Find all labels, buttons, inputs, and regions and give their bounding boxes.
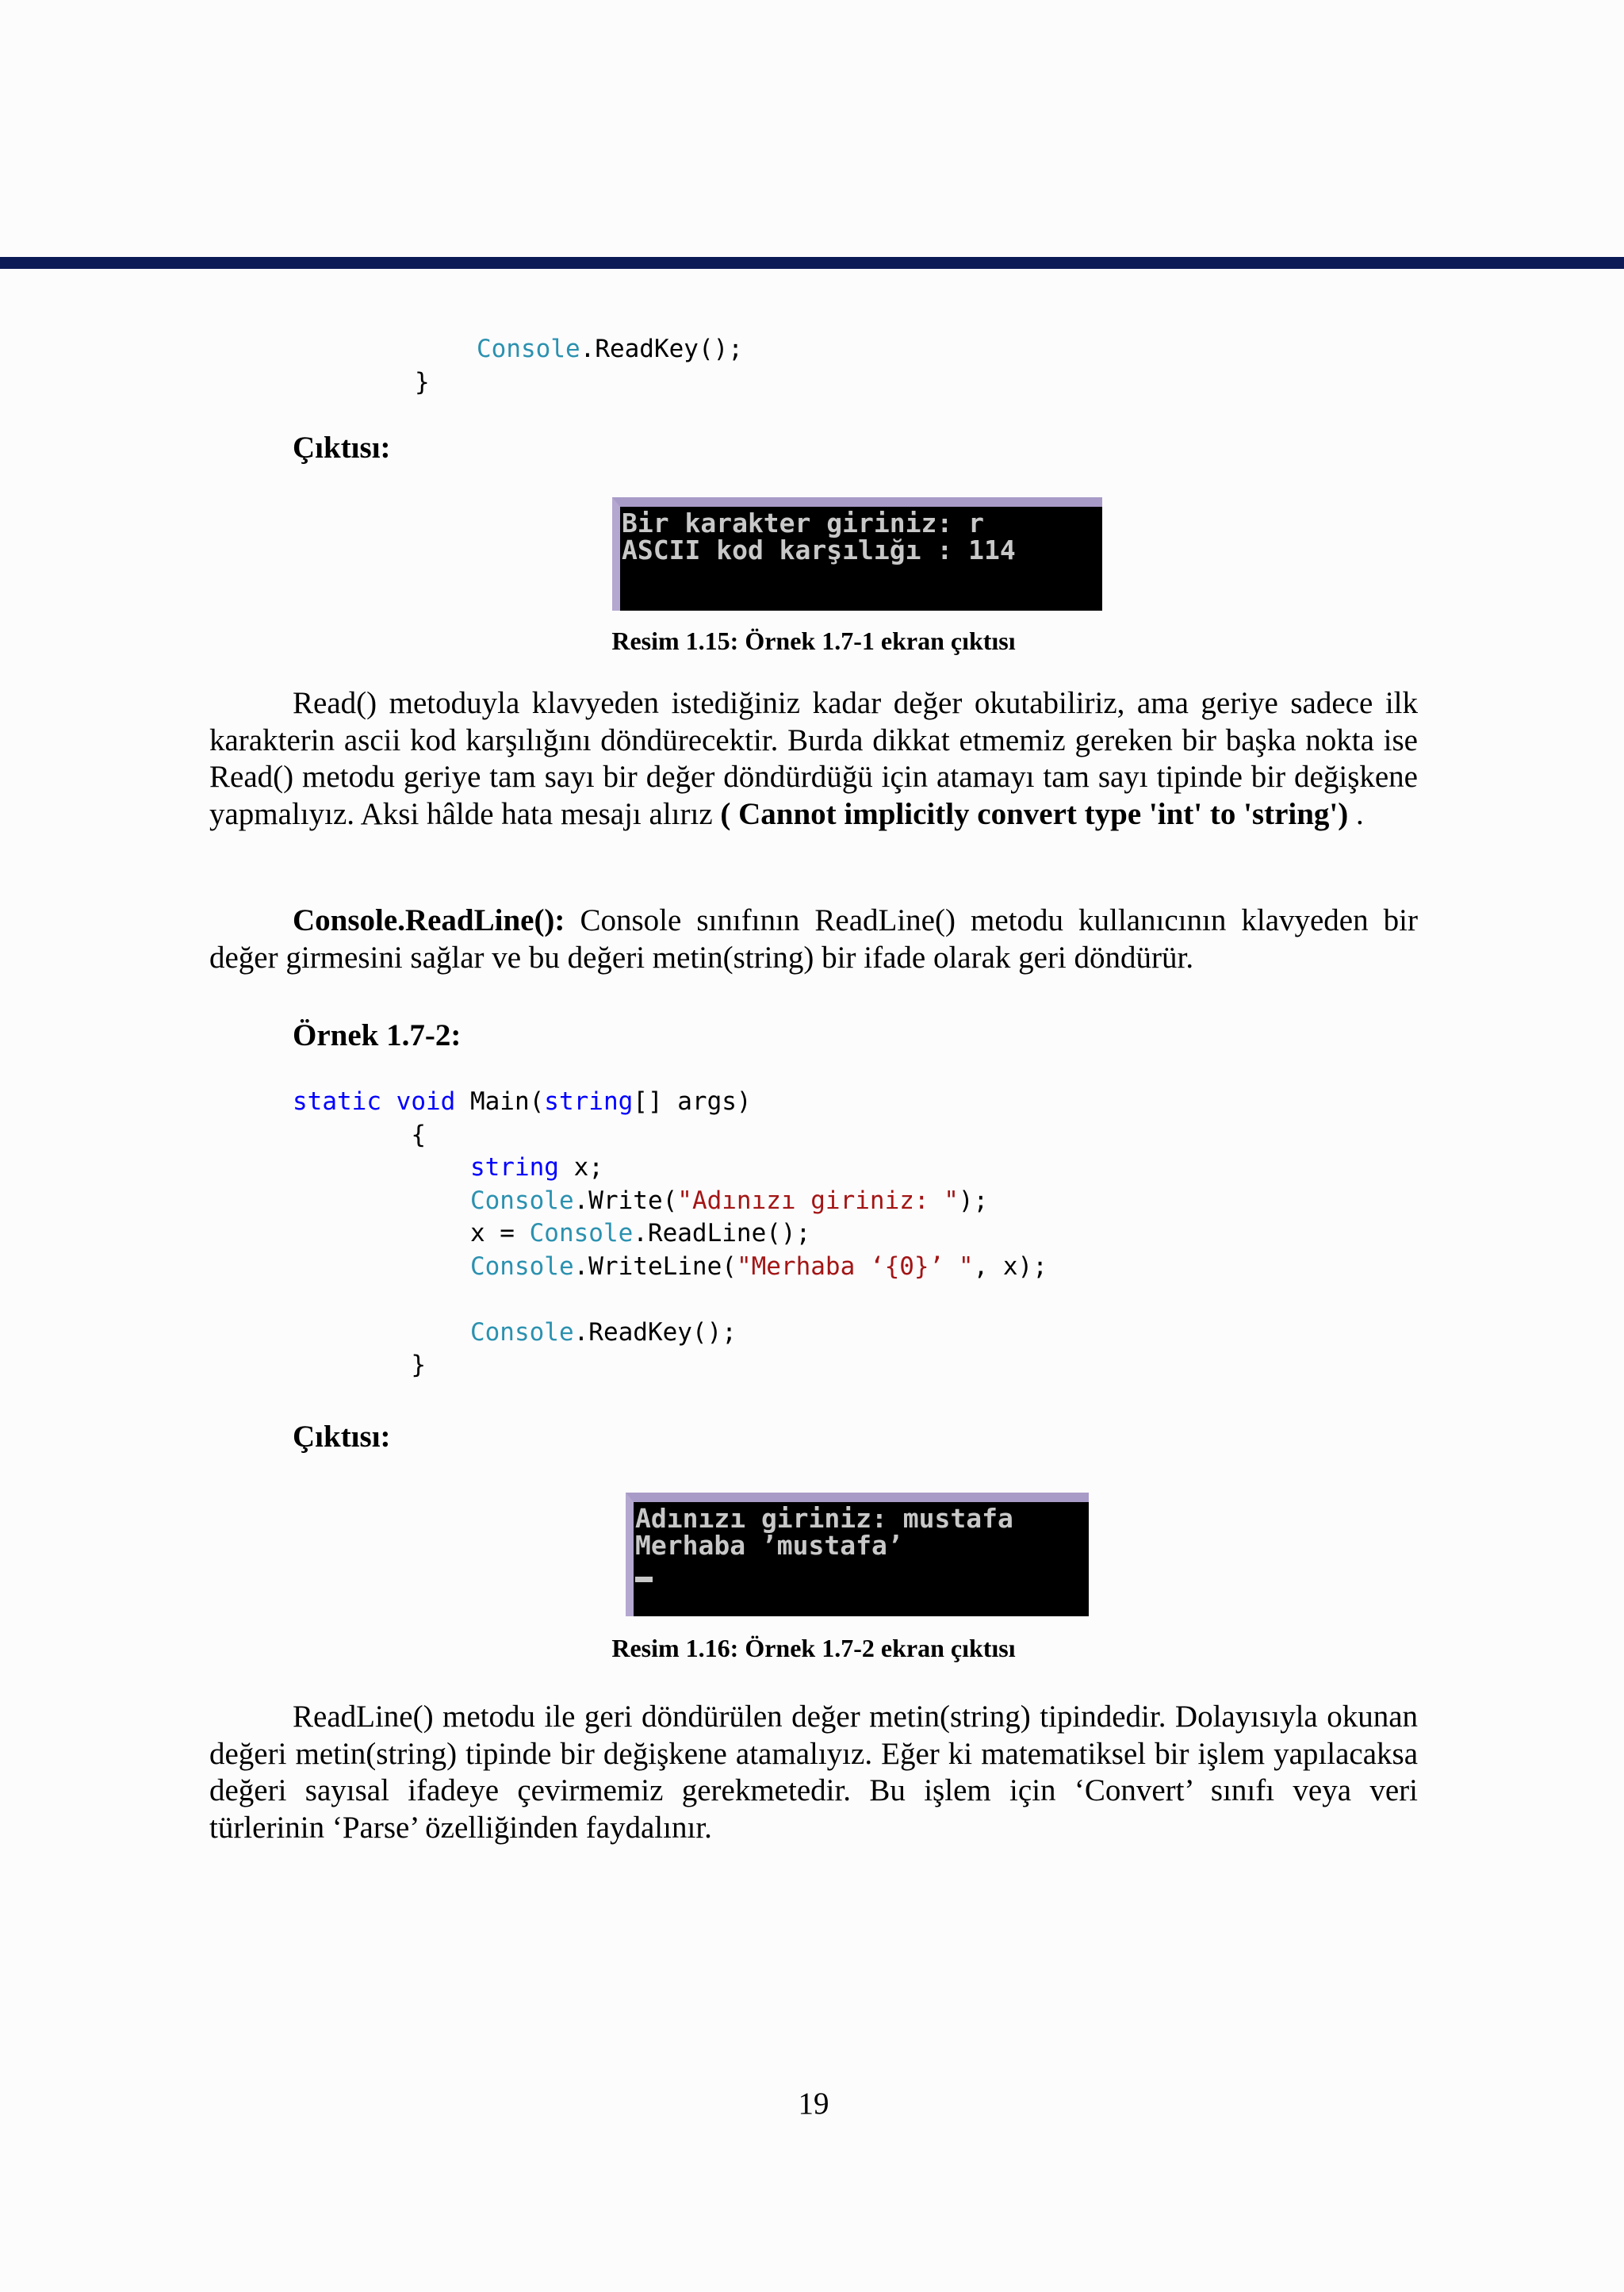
header-bar — [0, 257, 1624, 269]
code-line — [293, 1251, 1048, 1284]
code-token: string — [469, 1153, 559, 1182]
code-line — [477, 333, 743, 366]
code-line — [293, 1086, 1048, 1119]
code-line — [293, 1217, 1048, 1251]
code-token: void — [396, 1087, 456, 1116]
paragraph-3: ReadLine() metodu ile geri döndürülen değer metin(string) tipindedir. Dolayısıyla okunan değeri metin(string) tipinde bir değişkene atamalıyız. Eğer ki matematiksel bir işlem yapılacaksa değeri sayısal ifadeye çevirmemiz gerekmetedir. Bu işlem için ‘Convert’ sınıfı veya veri türlerinin ‘Parse’ özelliğinden faydalınır. — [209, 1700, 1418, 1845]
output-label: Çıktısı: — [293, 1420, 391, 1454]
console-line: Adınızı giriniz: mustafa — [635, 1503, 1013, 1534]
console-screenshot-1 — [612, 497, 1102, 611]
code-token: } — [411, 1351, 426, 1379]
paragraph-text: Console sınıfının ReadLine() metodu kullanıcının klavyeden bir değer girmesini sağlar ve bu değeri metin(string) bir ifade olarak geri döndürür. — [209, 903, 1418, 975]
code-token: Console — [469, 1186, 574, 1215]
code-line-blank — [293, 1283, 1048, 1317]
code-token: x; — [558, 1153, 603, 1182]
code-token: , x); — [973, 1251, 1048, 1281]
paragraph-2 — [209, 903, 1418, 976]
console-screenshot-2 — [626, 1493, 1089, 1616]
code-token: static — [293, 1087, 381, 1116]
code-token: { — [411, 1120, 426, 1149]
output-label: Çıktısı: — [293, 431, 391, 465]
code-block — [293, 1086, 1048, 1382]
code-line — [293, 1349, 1048, 1382]
code-token: .ReadLine(); — [633, 1219, 811, 1248]
figure-caption-1: Resim 1.15: Örnek 1.7-1 ekran çıktısı — [611, 627, 1016, 655]
page-number: 19 — [798, 2087, 829, 2121]
console-line: Merhaba ’mustafa’ — [635, 1530, 903, 1561]
paragraph-text: . — [1348, 796, 1364, 831]
code-token: x = — [469, 1219, 530, 1248]
console-line: ASCII kod karşılığı : 114 — [622, 535, 1016, 565]
code-token: ); — [958, 1186, 989, 1215]
paragraph-text: Read() metoduyla klavyeden istediğiniz kadar değer okutabiliriz, ama geriye sadece ilk karakterin ascii kod karşılığını döndürecektir. Burda dikkat etmemiz gereken bir başka nokta ise Read() metodu geriye tam sayı bir değer döndürdüğü için atamayı tam sayı tipinde bir değişkene yapmalıyız. Aksi hâlde hata mesajı alırız — [209, 686, 1418, 831]
code-token: string — [544, 1087, 634, 1116]
code-token: "Adınızı giriniz: " — [677, 1186, 959, 1215]
code-line: } — [415, 368, 430, 397]
code-token: .ReadKey(); — [573, 1317, 737, 1347]
code-token: Console — [469, 1317, 574, 1347]
method-name: Console.ReadLine(): — [293, 903, 565, 937]
code-line — [293, 1317, 1048, 1350]
code-token: Console — [469, 1251, 574, 1281]
code-token: Main( — [455, 1087, 545, 1116]
code-token: .WriteLine( — [573, 1251, 737, 1281]
code-token: Console — [529, 1219, 634, 1248]
error-message: ( Cannot implicitly convert type 'int' to 'string') — [720, 796, 1349, 831]
code-line — [293, 1185, 1048, 1218]
code-line — [293, 1152, 1048, 1185]
code-token: [] args) — [633, 1087, 752, 1116]
code-token: .Write( — [573, 1186, 678, 1215]
cursor-icon — [635, 1577, 653, 1582]
figure-caption-2: Resim 1.16: Örnek 1.7-2 ekran çıktısı — [611, 1634, 1016, 1662]
code-token: "Merhaba ‘{0}’ " — [736, 1251, 974, 1281]
code-token: .ReadKey(); — [580, 335, 743, 363]
example-heading: Örnek 1.7-2: — [293, 1018, 462, 1052]
paragraph-1 — [209, 685, 1418, 833]
console-line: Bir karakter giriniz: r — [622, 508, 984, 539]
code-line — [293, 1119, 1048, 1152]
code-token: Console — [477, 335, 580, 363]
